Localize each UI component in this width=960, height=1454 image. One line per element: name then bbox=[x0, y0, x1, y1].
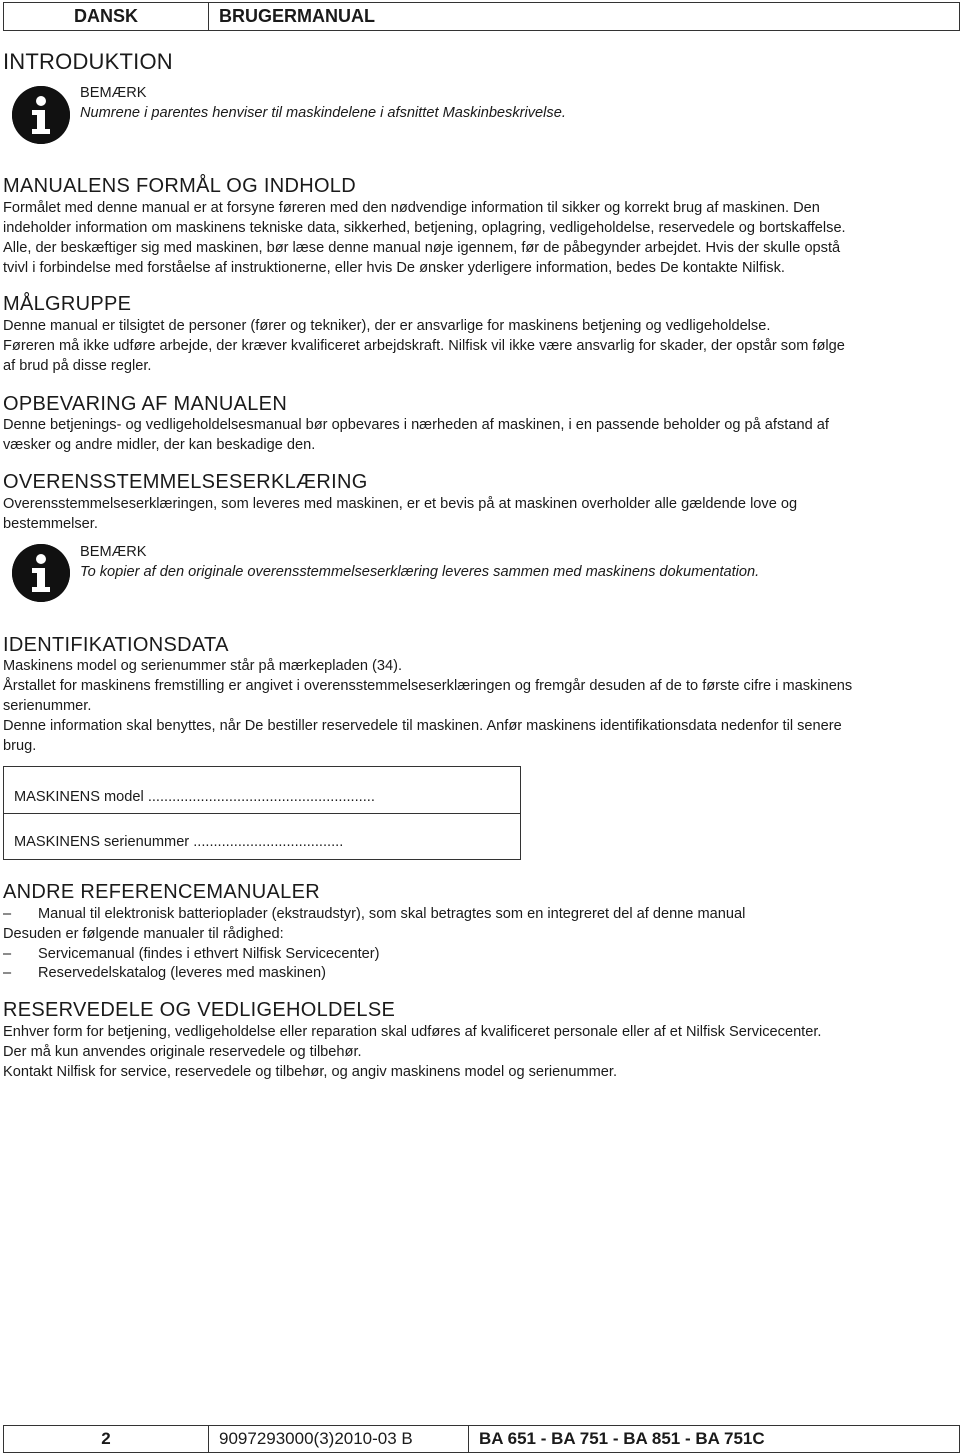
identification-line-5: brug. bbox=[3, 738, 37, 754]
identification-line-1: Maskinens model og serienummer står på mærkepladen (34). bbox=[3, 658, 403, 674]
storage-line-1: Denne betjenings- og vedligeholdelsesmanual bør opbevares i nærheden af maskinen, i en passende beholder og på afstand af bbox=[3, 417, 829, 433]
heading-spares: RESERVEDELE OG VEDLIGEHOLDELSE bbox=[3, 999, 396, 1021]
header-title: BRUGERMANUAL bbox=[209, 2, 960, 31]
heading-audience: MÅLGRUPPE bbox=[3, 293, 132, 315]
heading-introduction: INTRODUKTION bbox=[3, 49, 173, 74]
model-field-box bbox=[3, 766, 521, 814]
heading-storage: OPBEVARING AF MANUALEN bbox=[3, 393, 288, 415]
note-label: BEMÆRK bbox=[80, 544, 147, 560]
list-item-text: Servicemanual (findes i ethvert Nilfisk Servicecenter) bbox=[38, 946, 380, 962]
info-icon bbox=[12, 86, 70, 144]
heading-identification: IDENTIFIKATIONSDATA bbox=[3, 634, 229, 656]
dash-bullet: – bbox=[3, 965, 12, 981]
purpose-line-2: indeholder information om maskinens tekniske data, sikkerhed, betjening, oplagring, vedligeholdelse, reservedele og bortskaffelse. bbox=[3, 220, 846, 236]
dash-bullet: – bbox=[3, 946, 12, 962]
storage-line-2: væsker og andre midler, der kan beskadige den. bbox=[3, 437, 316, 453]
footer-page-number: 2 bbox=[3, 1425, 209, 1453]
list-item-text: Manual til elektronisk batterioplader (ekstraudstyr), som skal betragtes som en integreret del af denne manual bbox=[38, 906, 746, 922]
serial-field-box bbox=[3, 814, 521, 860]
note-text: To kopier af den originale overensstemmelseserklæring leveres sammen med maskinens dokumentation. bbox=[80, 564, 760, 580]
serial-field-label: MASKINENS serienummer ..................................... bbox=[14, 834, 344, 850]
purpose-line-4: tvivl i forbindelse med forståelse af instruktionerne, eller hvis De ønsker yderligere information, bedes De kontakte Nilfisk. bbox=[3, 260, 785, 276]
note-text: Numrene i parentes henviser til maskindelene i afsnittet Maskinbeskrivelse. bbox=[80, 105, 566, 121]
spares-line-1: Enhver form for betjening, vedligeholdelse eller reparation skal udføres af kvalificeret personale eller af et Nilfisk Servicecenter. bbox=[3, 1024, 822, 1040]
identification-line-2: Årstallet for maskinens fremstilling er angivet i overensstemmelseserklæringen og fremgår desuden af de to første cifre i maskinens bbox=[3, 678, 853, 694]
conformity-line-1: Overensstemmelseserklæringen, som leveres med maskinen, er et bevis på at maskinen overholder alle gældende love og bbox=[3, 496, 798, 512]
spares-line-3: Kontakt Nilfisk for service, reservedele og tilbehør, og angiv maskinens model og serienummer. bbox=[3, 1064, 618, 1080]
header-language: DANSK bbox=[3, 2, 209, 31]
list-item bbox=[3, 963, 326, 983]
audience-line-1: Denne manual er tilsigtet de personer (fører og tekniker), der er ansvarlige for maskinens betjening og vedligeholdelse. bbox=[3, 318, 771, 334]
list-item bbox=[3, 944, 379, 964]
purpose-line-1: Formålet med denne manual er at forsyne føreren med den nødvendige information til sikker og korrekt brug af maskinen. Den bbox=[3, 200, 820, 216]
heading-references: ANDRE REFERENCEMANUALER bbox=[3, 881, 320, 903]
footer-models: BA 651 - BA 751 - BA 851 - BA 751C bbox=[469, 1425, 960, 1453]
conformity-line-2: bestemmelser. bbox=[3, 516, 98, 532]
identification-line-3: serienummer. bbox=[3, 698, 92, 714]
identification-line-4: Denne information skal benyttes, når De bestiller reservedele til maskinen. Anfør maskinens identifikationsdata nedenfor til senere bbox=[3, 718, 842, 734]
purpose-line-3: Alle, der beskæftiger sig med maskinen, bør læse denne manual nøje igennem, før de påbegynder arbejdet. Hvis der skulle opstå bbox=[3, 240, 841, 256]
dash-bullet: – bbox=[3, 906, 12, 922]
info-icon bbox=[12, 544, 70, 602]
note-label: BEMÆRK bbox=[80, 85, 147, 101]
references-intro: Desuden er følgende manualer til rådighed: bbox=[3, 926, 284, 942]
audience-line-2: Føreren må ikke udføre arbejde, der kræver kvalificeret arbejdskraft. Nilfisk vil ikke være ansvarlig for skader, der opstår som følge bbox=[3, 338, 845, 354]
footer-doc-number: 9097293000(3)2010-03 B bbox=[209, 1425, 469, 1453]
audience-line-3: af brud på disse regler. bbox=[3, 358, 152, 374]
model-field-label: MASKINENS model ........................................................ bbox=[14, 789, 375, 805]
list-item bbox=[3, 904, 745, 924]
list-item-text: Reservedelskatalog (leveres med maskinen) bbox=[38, 965, 326, 981]
heading-conformity: OVERENSSTEMMELSESERKLÆRING bbox=[3, 471, 368, 493]
spares-line-2: Der må kun anvendes originale reservedele og tilbehør. bbox=[3, 1044, 362, 1060]
heading-purpose: MANUALENS FORMÅL OG INDHOLD bbox=[3, 175, 356, 197]
